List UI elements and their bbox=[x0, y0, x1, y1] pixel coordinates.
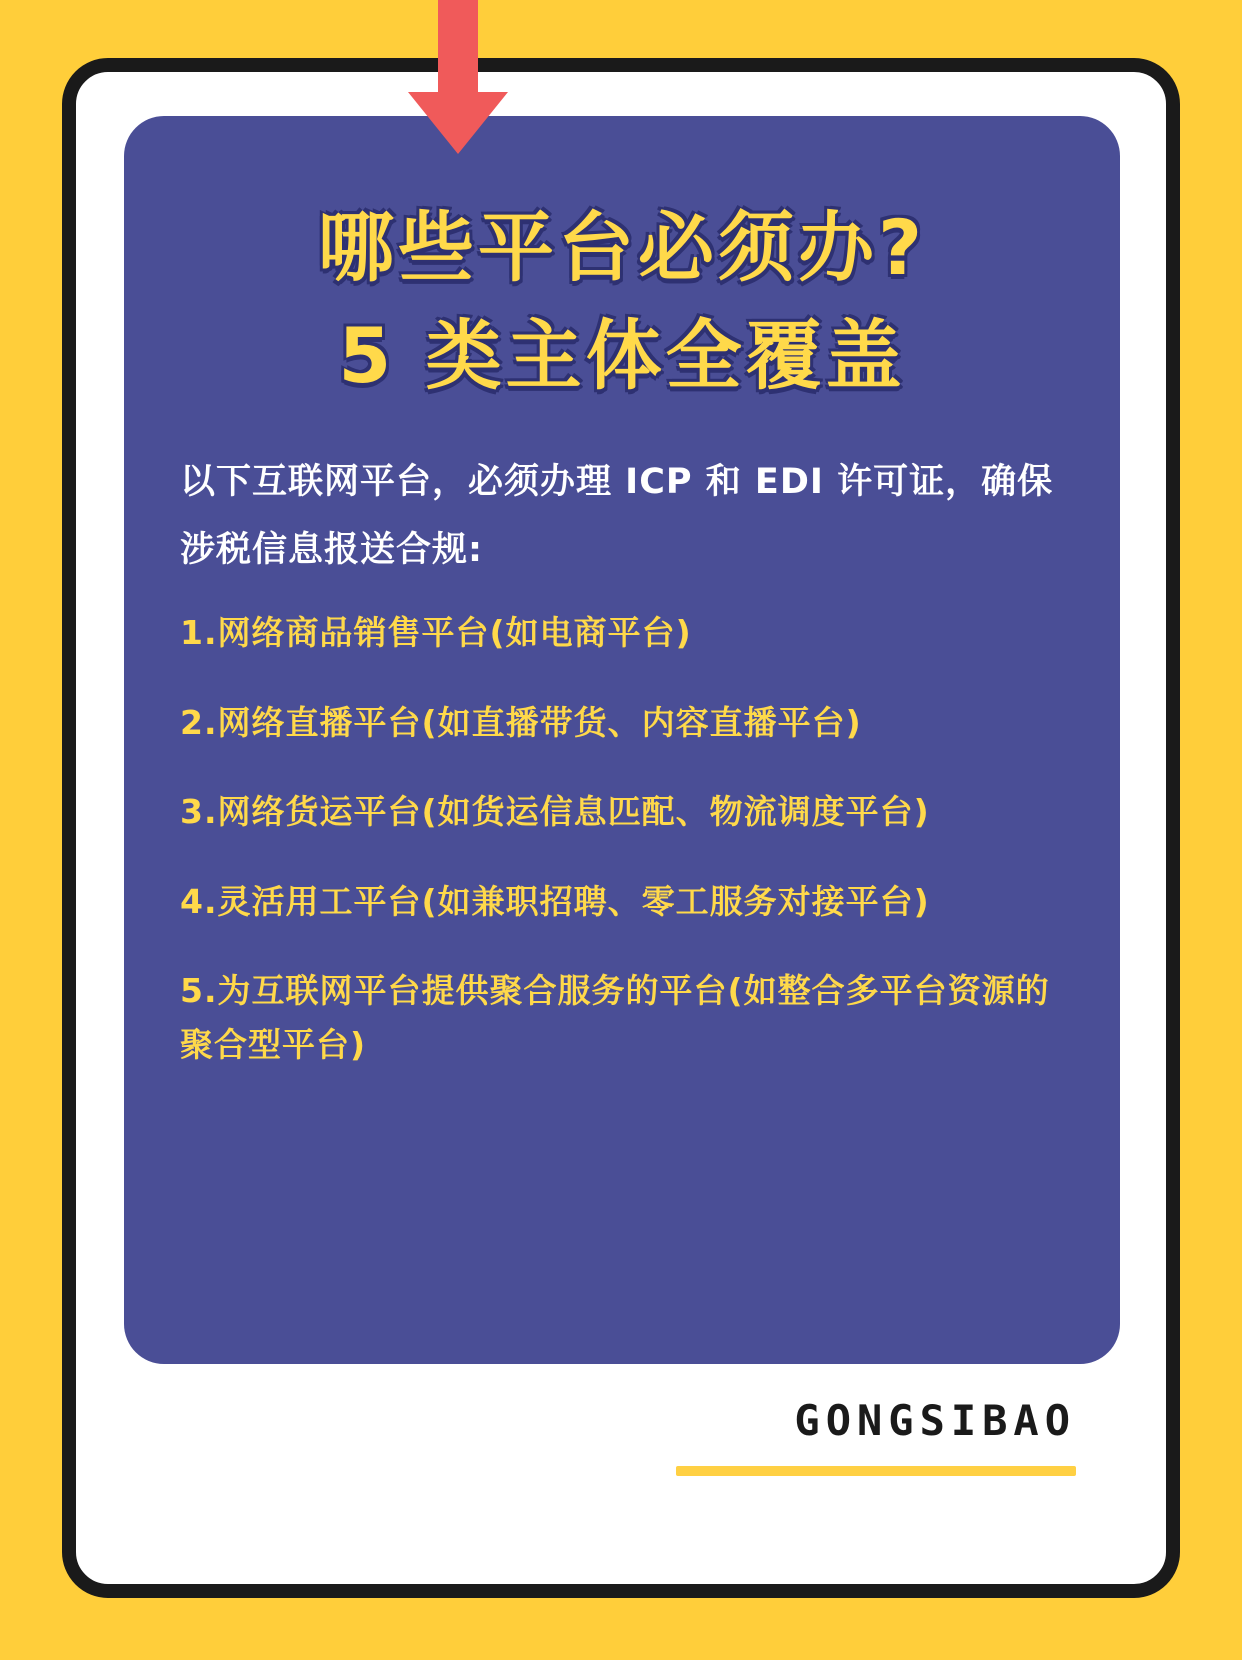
list-item: 3.网络货运平台(如货运信息匹配、物流调度平台) bbox=[180, 792, 930, 832]
down-arrow-icon bbox=[404, 0, 512, 162]
list-item: 5.为互联网平台提供聚合服务的平台(如整合多平台资源的聚合型平台) bbox=[180, 971, 1050, 1064]
list-item: 2.网络直播平台(如直播带货、内容直播平台) bbox=[180, 702, 862, 742]
title-line-2: 5 类主体全覆盖 bbox=[338, 310, 906, 400]
brand-name: GONGSIBAO bbox=[794, 1396, 1076, 1445]
list-item: 4.灵活用工平台(如兼职招聘、零工服务对接平台) bbox=[180, 881, 930, 921]
footer bbox=[124, 1390, 1120, 1520]
intro-paragraph: 以下互联网平台，必须办理 ICP 和 EDI 许可证，确保涉税信息报送合规: bbox=[180, 461, 1054, 571]
title-line-1: 哪些平台必须办? bbox=[317, 203, 927, 292]
platform-list bbox=[180, 606, 1064, 1071]
page-title bbox=[164, 194, 1080, 410]
brand-underline bbox=[676, 1466, 1076, 1476]
card-body bbox=[164, 448, 1080, 1071]
content-card bbox=[124, 116, 1120, 1364]
list-item: 1.网络商品销售平台(如电商平台) bbox=[180, 613, 692, 653]
